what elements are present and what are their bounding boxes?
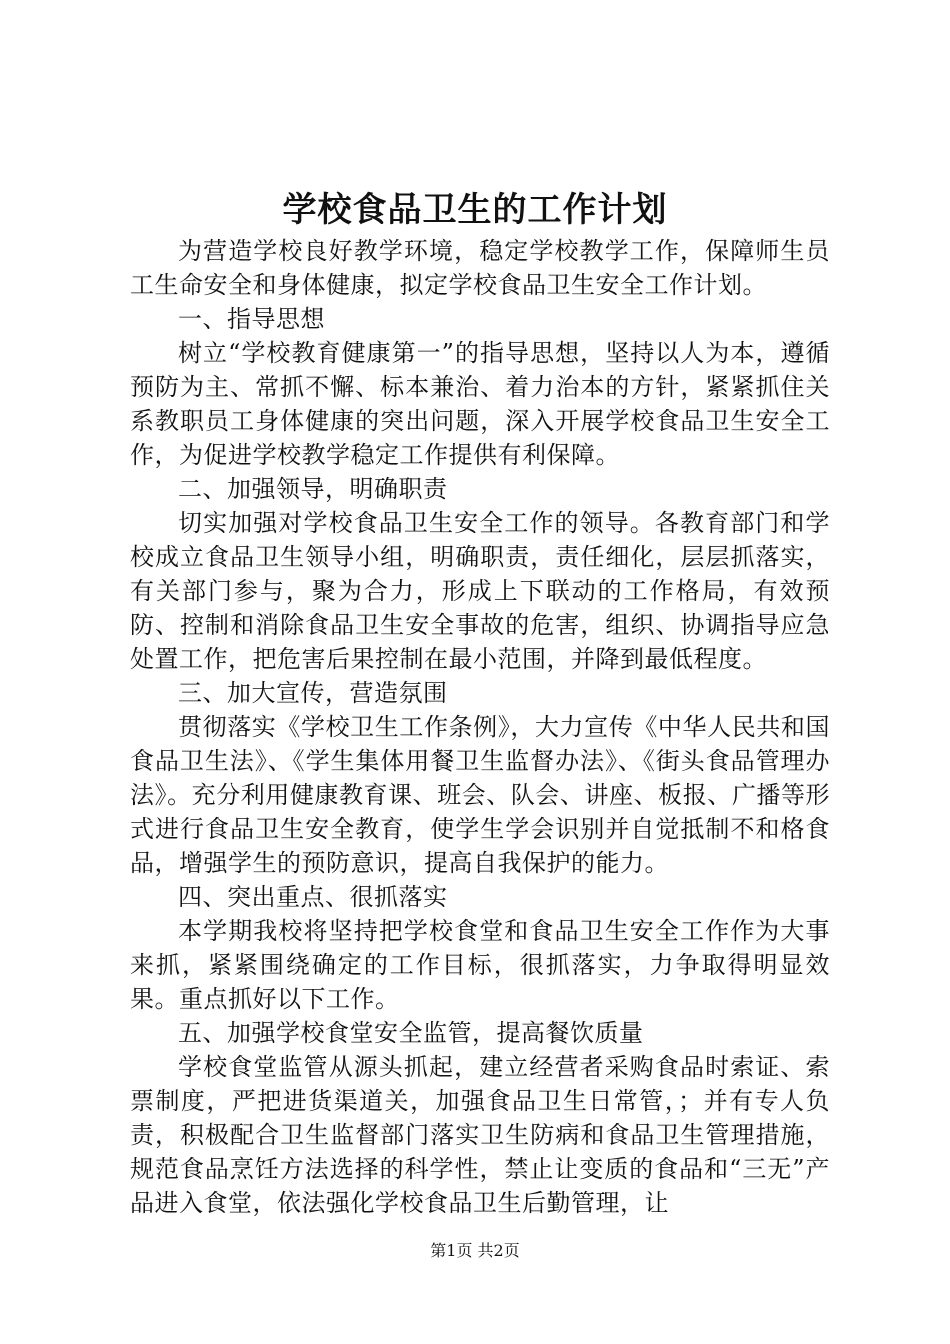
paragraph-4: 本学期我校将坚持把学校食堂和食品卫生安全工作作为大事来抓，紧紧围绕确定的工作目标，很抓落实，力争取得明显效果。重点抓好以下工作。	[130, 917, 830, 1013]
section-heading-3: 三、加大宣传，营造氛围	[178, 679, 448, 707]
section-heading-5: 五、加强学校食堂安全监管，提高餐饮质量	[178, 1019, 644, 1047]
section-heading-2: 二、加强领导，明确职责	[178, 475, 448, 503]
paragraph-3: 贯彻落实《学校卫生工作条例》，大力宣传《中华人民共和国食品卫生法》、《学生集体用餐卫生监督办法》、《街头食品管理办法》。充分利用健康教育课、班会、队会、讲座、板报、广播等形式进行食品卫生安全教育，使学生学会识别并自觉抵制不和格食品，增强学生的预防意识，提高自我保护的能力。	[130, 713, 830, 877]
document-title: 学校食品卫生的工作计划	[282, 190, 668, 230]
paragraph-2: 切实加强对学校食品卫生安全工作的领导。各教育部门和学校成立食品卫生领导小组，明确职责，责任细化，层层抓落实，有关部门参与，聚为合力，形成上下联动的工作格局，有效预防、控制和消除食品卫生安全事故的危害，组织、协调指导应急处置工作，把危害后果控制在最小范围，并降到最低程度。	[130, 509, 830, 673]
page-number-footer: 第1页 共2页	[430, 1241, 520, 1260]
paragraph-5: 学校食堂监管从源头抓起，建立经营者采购食品时索证、索票制度，严把进货渠道关，加强食品卫生日常管，；并有专人负责，积极配合卫生监督部门落实卫生防病和食品卫生管理措施，规范食品烹饪方法选择的科学性，禁止让变质的食品和“三无”产品进入食堂，依法强化学校食品卫生后勤管理，让	[130, 1053, 830, 1217]
section-heading-4: 四、突出重点、很抓落实	[178, 883, 448, 911]
document-body	[130, 234, 830, 1220]
paragraph-intro: 为营造学校良好教学环境，稳定学校教学工作，保障师生员工生命安全和身体健康，拟定学校食品卫生安全工作计划。	[130, 237, 830, 299]
paragraph-1: 树立“学校教育健康第一”的指导思想，坚持以人为本，遵循预防为主、常抓不懈、标本兼治、着力治本的方针，紧紧抓住关系教职员工身体健康的突出问题，深入开展学校食品卫生安全工作，为促进学校教学稳定工作提供有利保障。	[130, 339, 830, 469]
section-heading-1: 一、指导思想	[178, 305, 325, 333]
